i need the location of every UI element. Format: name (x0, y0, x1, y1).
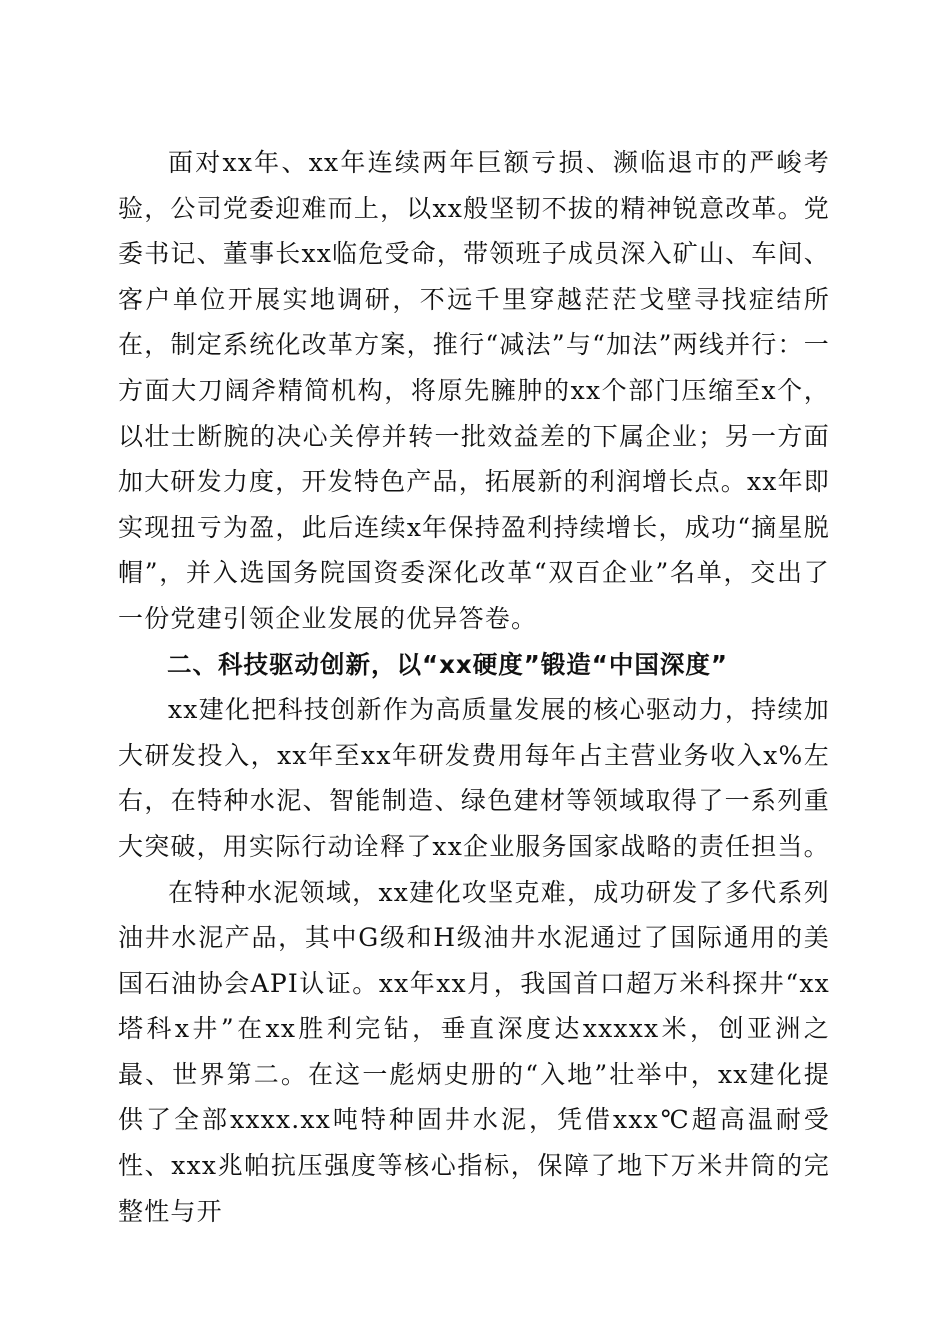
paragraph-reform: 面对xx年、xx年连续两年巨额亏损、濒临退市的严峻考验，公司党委迎难而上，以xx般坚韧不拔的精神锐意改革。党委书记、董事长xx临危受命，带领班子成员深入矿山、车间、客户单位开展实地调研，不远千里穿越茫茫戈壁寻找症结所在，制定系统化改革方案，推行“减法”与“加法”两线并行：一方面大刀阔斧精简机构，将原先臃肿的xx个部门压缩至x个，以壮士断腕的决心关停并转一批效益差的下属企业；另一方面加大研发力度，开发特色产品，拓展新的利润增长点。xx年即实现扭亏为盈，此后连续x年保持盈利持续增长，成功“摘星脱帽”，并入选国务院国资委深化改革“双百企业”名单，交出了一份党建引领企业发展的优异答卷。 (118, 148, 830, 633)
document-body (118, 140, 830, 1234)
section-heading-tech-innovation: 二、科技驱动创新，以“xx硬度”锻造“中国深度” (167, 649, 729, 679)
paragraph-special-cement: 在特种水泥领域，xx建化攻坚克难，成功研发了多代系列油井水泥产品，其中G级和H级油井水泥通过了国际通用的美国石油协会API认证。xx年xx月，我国首口超万米科探井“xx塔科x井”在xx胜利完钻，垂直深度达xxxxx米，创亚洲之最、世界第二。在这一彪炳史册的“入地”壮举中，xx建化提供了全部xxxx.xx吨特种固井水泥，凭借xxx℃超高温耐受性、xxx兆帕抗压强度等核心指标，保障了地下万米井筒的完整性与开 (118, 877, 830, 1226)
paragraph-rd-investment: xx建化把科技创新作为高质量发展的核心驱动力，持续加大研发投入，xx年至xx年研发费用每年占主营业务收入x%左右，在特种水泥、智能制造、绿色建材等领域取得了一系列重大突破，用实际行动诠释了xx企业服务国家战略的责任担当。 (118, 695, 830, 861)
